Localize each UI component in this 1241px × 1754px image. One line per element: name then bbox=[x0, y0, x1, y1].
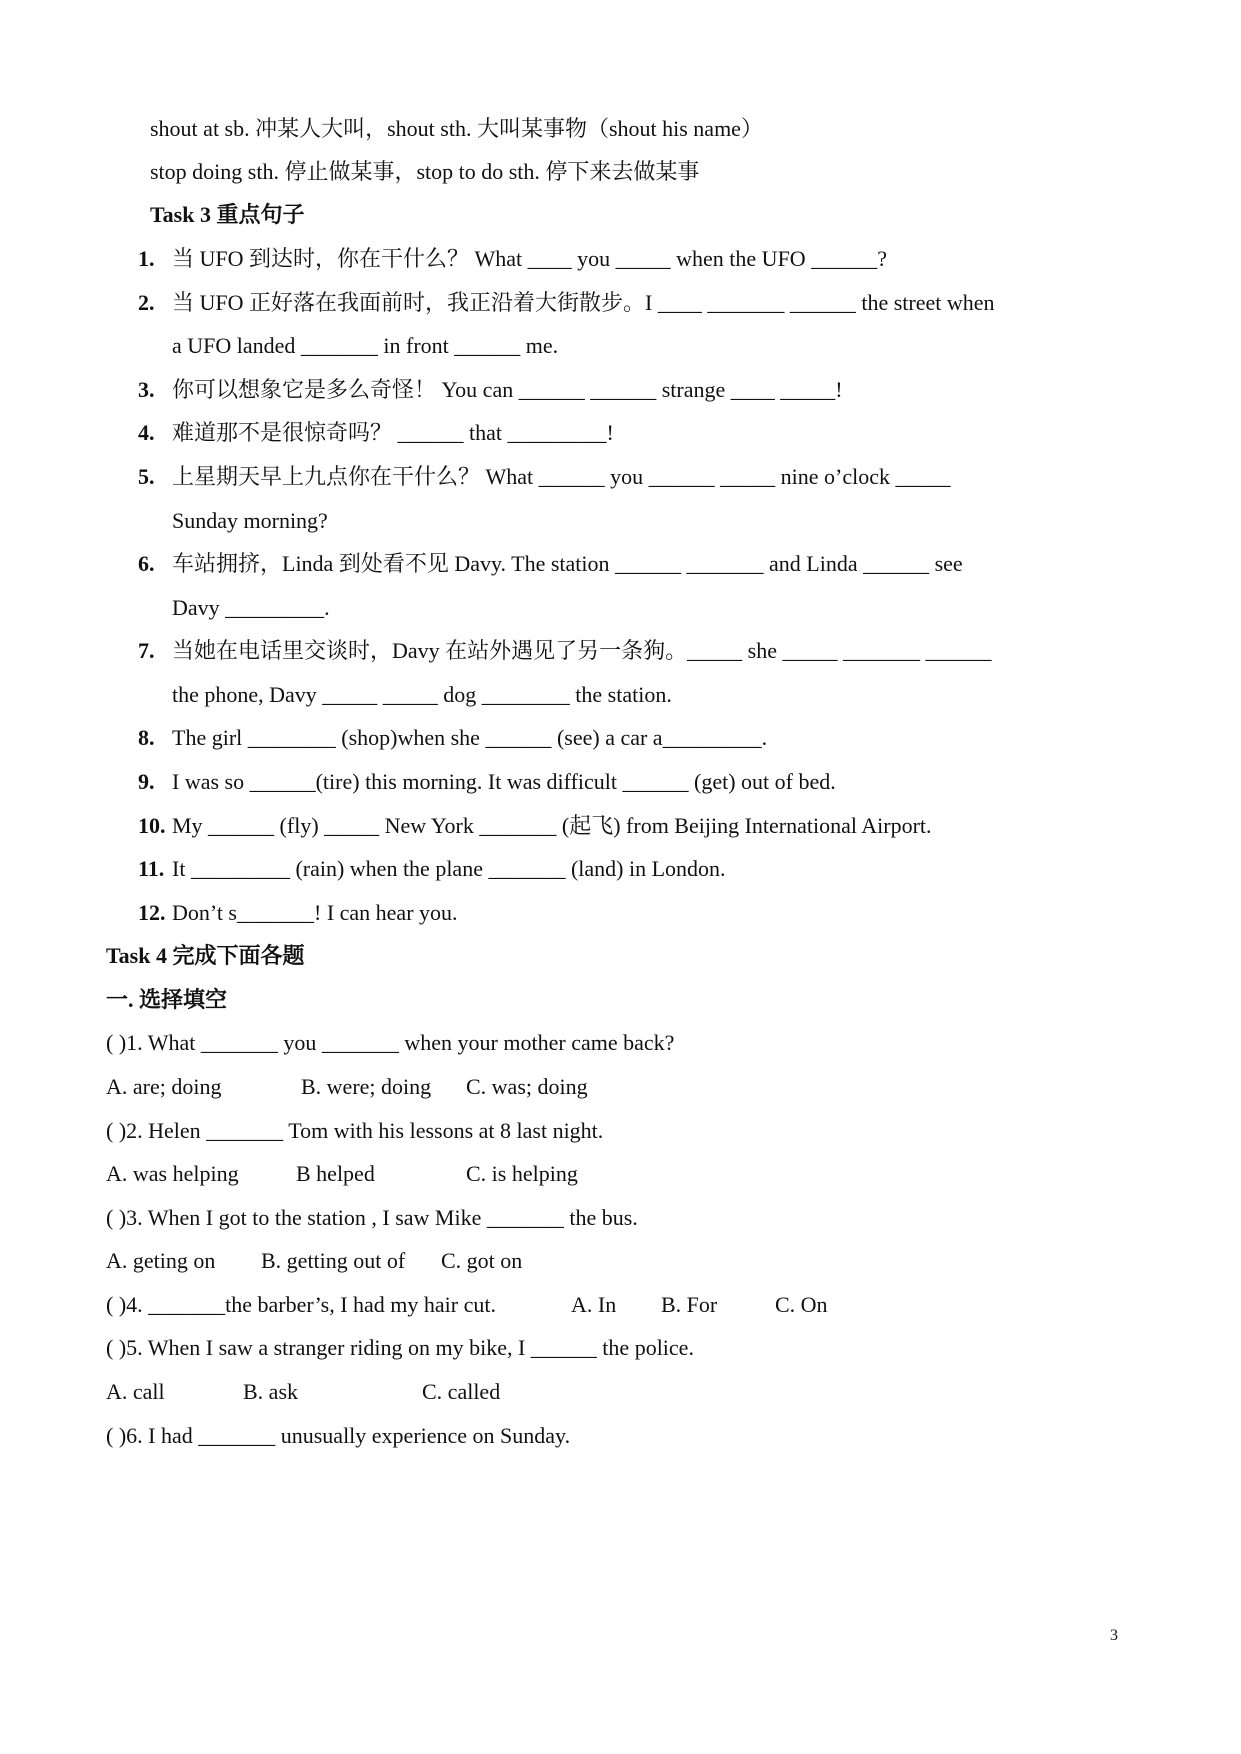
item-text: 当她在电话里交谈时，Davy 在站外遇见了另一条狗。_____ she _____ _______ ______ bbox=[172, 638, 992, 663]
question-3-option-b: B. getting out of bbox=[261, 1248, 406, 1273]
question-2-option-a: A. was helping bbox=[106, 1161, 239, 1186]
item-number: 3. bbox=[138, 377, 155, 402]
item-text: 当 UFO 正好落在我面前时，我正沿着大街散步。I ____ _______ ______ the street when bbox=[172, 290, 995, 315]
question-3-option-a: A. geting on bbox=[106, 1248, 216, 1273]
item-text: 难道那不是很惊奇吗？ ______ that _________! bbox=[172, 420, 614, 445]
item-text: 当 UFO 到达时，你在干什么？ What ____ you _____ when the UFO ______? bbox=[172, 246, 887, 271]
item-text: Don’t s_______! I can hear you. bbox=[172, 900, 458, 925]
question-2-stem: ( )2. Helen _______ Tom with his lessons at 8 last night. bbox=[106, 1118, 604, 1143]
task3-item-2-cont: a UFO landed _______ in front ______ me. bbox=[172, 333, 559, 358]
task3-item-7-cont: the phone, Davy _____ _____ dog ________ the station. bbox=[172, 682, 672, 707]
item-text: 车站拥挤，Linda 到处看不见 Davy. The station ______ _______ and Linda ______ see bbox=[172, 551, 963, 576]
question-3-option-c: C. got on bbox=[441, 1248, 523, 1273]
question-2-option-c: C. is helping bbox=[466, 1161, 578, 1186]
item-text: I was so ______(tire) this morning. It was difficult ______ (get) out of bed. bbox=[172, 769, 836, 794]
item-number: 6. bbox=[138, 551, 155, 576]
item-number: 5. bbox=[138, 464, 155, 489]
question-4-option-a: A. In bbox=[571, 1292, 617, 1317]
question-5-option-c: C. called bbox=[422, 1379, 501, 1404]
item-number: 1. bbox=[138, 246, 155, 271]
task3-item-6-cont: Davy _________. bbox=[172, 595, 330, 620]
question-5-stem: ( )5. When I saw a stranger riding on my bike, I ______ the police. bbox=[106, 1335, 694, 1360]
question-3-stem: ( )3. When I got to the station , I saw Mike _______ the bus. bbox=[106, 1205, 638, 1230]
task3-item-7 bbox=[138, 636, 991, 666]
item-text: 你可以想象它是多么奇怪！ You can ______ ______ strange ____ _____! bbox=[172, 377, 843, 402]
task3-item-5 bbox=[138, 462, 951, 492]
task3-item-6 bbox=[138, 549, 963, 579]
question-2-option-b: B helped bbox=[296, 1161, 375, 1186]
question-5-option-b: B. ask bbox=[243, 1379, 298, 1404]
item-number: 10. bbox=[138, 813, 166, 838]
task3-item-1 bbox=[138, 244, 887, 274]
task3-item-12 bbox=[138, 898, 458, 928]
question-6-stem: ( )6. I had _______ unusually experience on Sunday. bbox=[106, 1423, 571, 1448]
question-1-option-a: A. are; doing bbox=[106, 1074, 222, 1099]
task3-item-2 bbox=[138, 288, 995, 318]
item-number: 11. bbox=[138, 856, 165, 881]
question-1-option-b: B. were; doing bbox=[301, 1074, 432, 1099]
item-text: 上星期天早上九点你在干什么？ What ______ you ______ _____ nine o’clock _____ bbox=[172, 464, 951, 489]
note-stop: stop doing sth. 停止做某事，stop to do sth. 停下来去做某事 bbox=[150, 159, 700, 184]
question-4-stem: ( )4. _______the barber’s, I had my hair cut. bbox=[106, 1292, 496, 1317]
question-4-option-b: B. For bbox=[661, 1292, 718, 1317]
task3-item-10 bbox=[138, 811, 932, 841]
item-number: 4. bbox=[138, 420, 155, 445]
task3-item-8 bbox=[138, 723, 767, 753]
task3-item-9 bbox=[138, 767, 836, 797]
item-text: My ______ (fly) _____ New York _______ (起飞) from Beijing International Airport. bbox=[172, 813, 932, 838]
item-text: The girl ________ (shop)when she ______ (see) a car a_________. bbox=[172, 725, 768, 750]
page-number: 3 bbox=[1110, 1627, 1118, 1644]
task3-item-5-cont: Sunday morning? bbox=[172, 508, 328, 533]
task4-title: Task 4 完成下面各题 bbox=[106, 943, 305, 968]
section1-title: 一. 选择填空 bbox=[106, 987, 228, 1012]
question-1-stem: ( )1. What _______ you _______ when your mother came back? bbox=[106, 1030, 675, 1055]
note-shout: shout at sb. 冲某人大叫，shout sth. 大叫某事物（shout his name） bbox=[150, 116, 763, 141]
task3-title: Task 3 重点句子 bbox=[150, 202, 305, 227]
question-5-option-a: A. call bbox=[106, 1379, 165, 1404]
item-number: 8. bbox=[138, 725, 155, 750]
item-number: 7. bbox=[138, 638, 155, 663]
question-1-option-c: C. was; doing bbox=[466, 1074, 588, 1099]
task3-item-11 bbox=[138, 854, 726, 884]
task3-item-4 bbox=[138, 418, 614, 448]
item-number: 2. bbox=[138, 290, 155, 315]
task3-item-3 bbox=[138, 375, 843, 405]
item-number: 12. bbox=[138, 900, 166, 925]
item-text: It _________ (rain) when the plane _______ (land) in London. bbox=[172, 856, 726, 881]
question-4-option-c: C. On bbox=[775, 1292, 828, 1317]
item-number: 9. bbox=[138, 769, 155, 794]
